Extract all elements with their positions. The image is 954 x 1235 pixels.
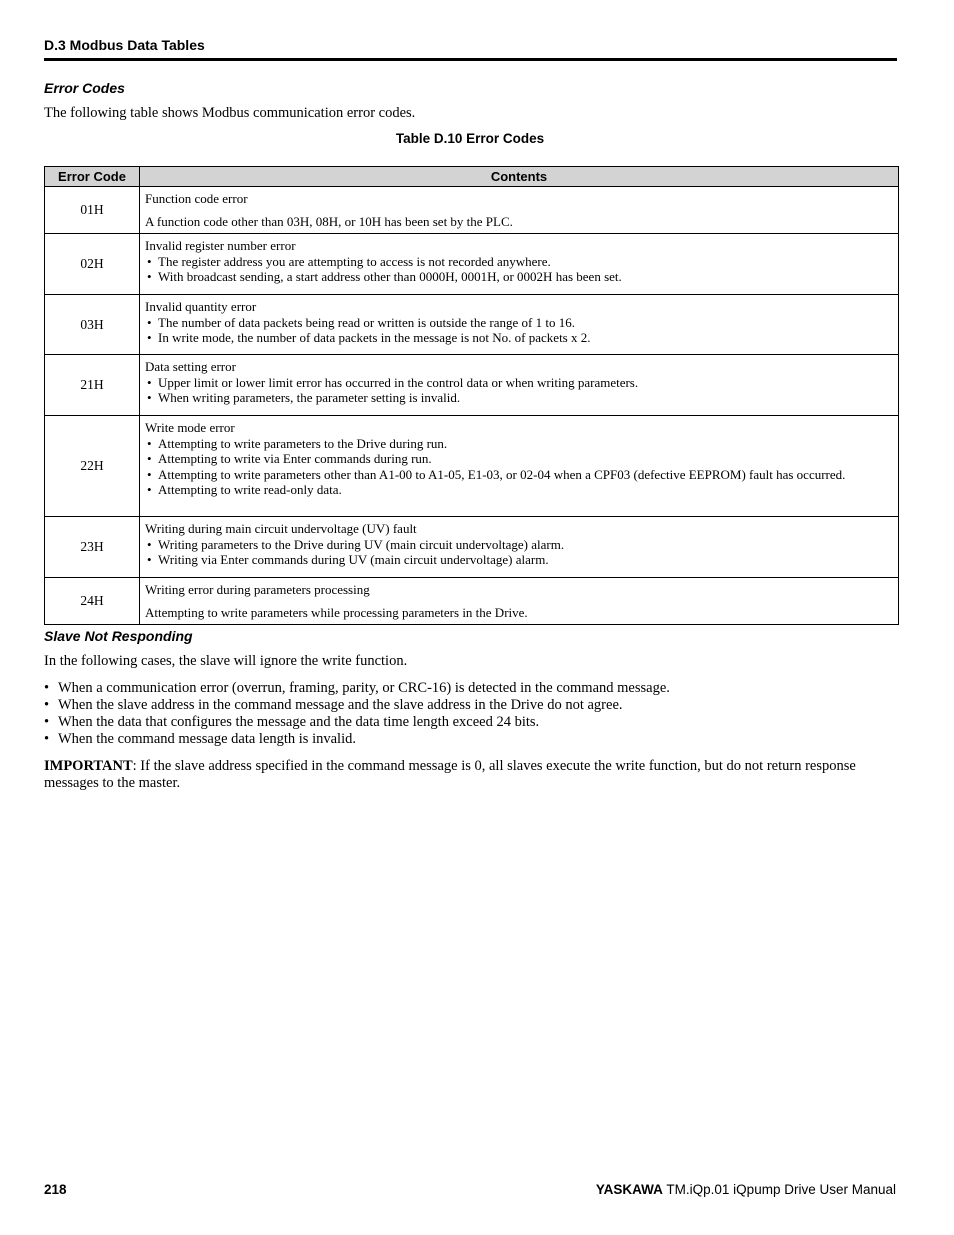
table-row: [45, 416, 899, 517]
list-item-text: When the slave address in the command message and the slave address in the Drive do not agree.: [58, 697, 623, 713]
contents-cell: [140, 416, 899, 517]
manual-title: [596, 1182, 896, 1197]
list-item: [44, 731, 670, 748]
list-item-text: With broadcast sending, a start address other than 0000H, 0001H, or 0002H has been set.: [158, 269, 622, 284]
error-cause-list: [145, 375, 898, 406]
list-item-text: Attempting to write parameters other than A1-00 to A1-05, E1-03, or 02-04 when a CPF03 (defective EEPROM) fault has occurred.: [158, 466, 846, 482]
table-row: [45, 187, 899, 234]
list-item: [145, 451, 898, 467]
contents-cell: [140, 517, 899, 578]
error-code-cell: 24H: [45, 578, 140, 625]
bullet-icon: •: [147, 482, 152, 497]
bullet-icon: •: [147, 451, 152, 466]
column-header-error-code: Error Code: [45, 167, 140, 187]
bullet-icon: •: [147, 390, 152, 405]
list-item-text: Writing parameters to the Drive during UV (main circuit undervoltage) alarm.: [158, 536, 565, 552]
slave-conditions-list: [44, 680, 670, 748]
error-title: Write mode error: [145, 420, 235, 435]
contents-cell: [140, 355, 899, 416]
bullet-icon: •: [44, 731, 50, 747]
list-item: [44, 697, 670, 714]
bullet-icon: •: [147, 374, 152, 390]
list-item: [44, 714, 670, 731]
list-item-text: When the command message data length is invalid.: [58, 731, 356, 747]
section-title: D.3 Modbus Data Tables: [44, 37, 205, 53]
list-item: [145, 552, 898, 568]
error-title: Data setting error: [145, 359, 236, 374]
contents-cell: [140, 578, 899, 625]
bullet-icon: •: [44, 697, 50, 713]
error-cause-list: [145, 254, 898, 285]
slave-not-responding-heading: Slave Not Responding: [44, 628, 193, 644]
error-description: Attempting to write parameters while processing parameters in the Drive.: [145, 604, 528, 620]
error-code-cell: 03H: [45, 295, 140, 355]
error-title: Writing error during parameters processing: [145, 582, 370, 597]
brand-name: YASKAWA: [595, 1182, 663, 1197]
column-header-contents: Contents: [140, 167, 899, 187]
error-code-cell: 22H: [45, 416, 140, 517]
header-rule: [44, 58, 897, 61]
content-spacer: [145, 598, 898, 605]
bullet-icon: •: [147, 253, 152, 269]
list-item: [145, 330, 898, 346]
error-title: Writing during main circuit undervoltage (UV) fault: [145, 521, 417, 536]
bullet-icon: •: [147, 466, 152, 482]
list-item-text: Writing via Enter commands during UV (main circuit undervoltage) alarm.: [158, 552, 549, 567]
slave-not-responding-intro: In the following cases, the slave will ignore the write function.: [44, 653, 408, 669]
contents-cell: [140, 295, 899, 355]
error-code-cell: 21H: [45, 355, 140, 416]
list-item-text: The number of data packets being read or written is outside the range of 1 to 16.: [158, 314, 575, 330]
list-item: [44, 680, 670, 697]
list-item-text: In write mode, the number of data packets in the message is not No. of packets x 2.: [158, 330, 591, 345]
content-spacer: [145, 207, 898, 214]
list-item-text: When writing parameters, the parameter setting is invalid.: [158, 390, 461, 405]
error-cause-list: [145, 315, 898, 346]
table-header-row: [45, 167, 899, 187]
list-item: [145, 254, 898, 270]
manual-name: TM.iQp.01 iQpump Drive User Manual: [662, 1182, 896, 1197]
bullet-icon: •: [147, 330, 152, 345]
error-codes-intro: The following table shows Modbus communication error codes.: [44, 105, 416, 121]
error-title: Invalid quantity error: [145, 299, 257, 314]
important-label: IMPORTANT: [44, 758, 133, 774]
bullet-icon: •: [147, 536, 152, 552]
error-cause-list: [145, 537, 898, 568]
list-item: [145, 315, 898, 331]
table-caption: Table D.10 Error Codes: [395, 131, 545, 146]
error-code-cell: 02H: [45, 234, 140, 295]
bullet-icon: •: [147, 552, 152, 567]
error-code-cell: 01H: [45, 187, 140, 234]
list-item-text: Attempting to write via Enter commands during run.: [158, 451, 432, 466]
list-item: [145, 467, 898, 483]
list-item: [145, 390, 898, 406]
table-row: [45, 295, 899, 355]
bullet-icon: •: [147, 435, 152, 451]
bullet-icon: •: [147, 314, 152, 330]
bullet-icon: •: [44, 680, 50, 696]
table-body: [45, 187, 899, 625]
error-description: A function code other than 03H, 08H, or 10H has been set by the PLC.: [145, 213, 513, 229]
list-item-text: Attempting to write read-only data.: [158, 482, 342, 497]
important-text: : If the slave address specified in the command message is 0, all slaves execute the write function, but do not return response messages to the master.: [44, 758, 856, 791]
important-note: [44, 758, 879, 792]
list-item: [145, 269, 898, 285]
table-row: [45, 517, 899, 578]
list-item: [145, 436, 898, 452]
list-item-text: When a communication error (overrun, framing, parity, or CRC-16) is detected in the command message.: [58, 680, 670, 696]
error-title: Invalid register number error: [145, 238, 296, 253]
page-number: 218: [44, 1182, 67, 1197]
bullet-icon: •: [147, 269, 152, 284]
error-codes-heading: Error Codes: [44, 80, 125, 96]
list-item-text: When the data that configures the message and the data time length exceed 24 bits.: [58, 714, 540, 730]
list-item-text: Upper limit or lower limit error has occurred in the control data or when writing parameters.: [158, 374, 639, 390]
error-title: Function code error: [145, 191, 248, 206]
list-item-text: Attempting to write parameters to the Drive during run.: [158, 435, 448, 451]
list-item-text: The register address you are attempting to access is not recorded anywhere.: [158, 253, 551, 269]
contents-cell: [140, 187, 899, 234]
error-cause-list: [145, 436, 898, 498]
error-code-cell: 23H: [45, 517, 140, 578]
list-item: [145, 375, 898, 391]
table-row: [45, 234, 899, 295]
list-item: [145, 482, 898, 498]
contents-cell: [140, 234, 899, 295]
table-row: [45, 355, 899, 416]
list-item: [145, 537, 898, 553]
bullet-icon: •: [44, 714, 50, 730]
error-codes-table: [44, 166, 899, 625]
table-row: [45, 578, 899, 625]
